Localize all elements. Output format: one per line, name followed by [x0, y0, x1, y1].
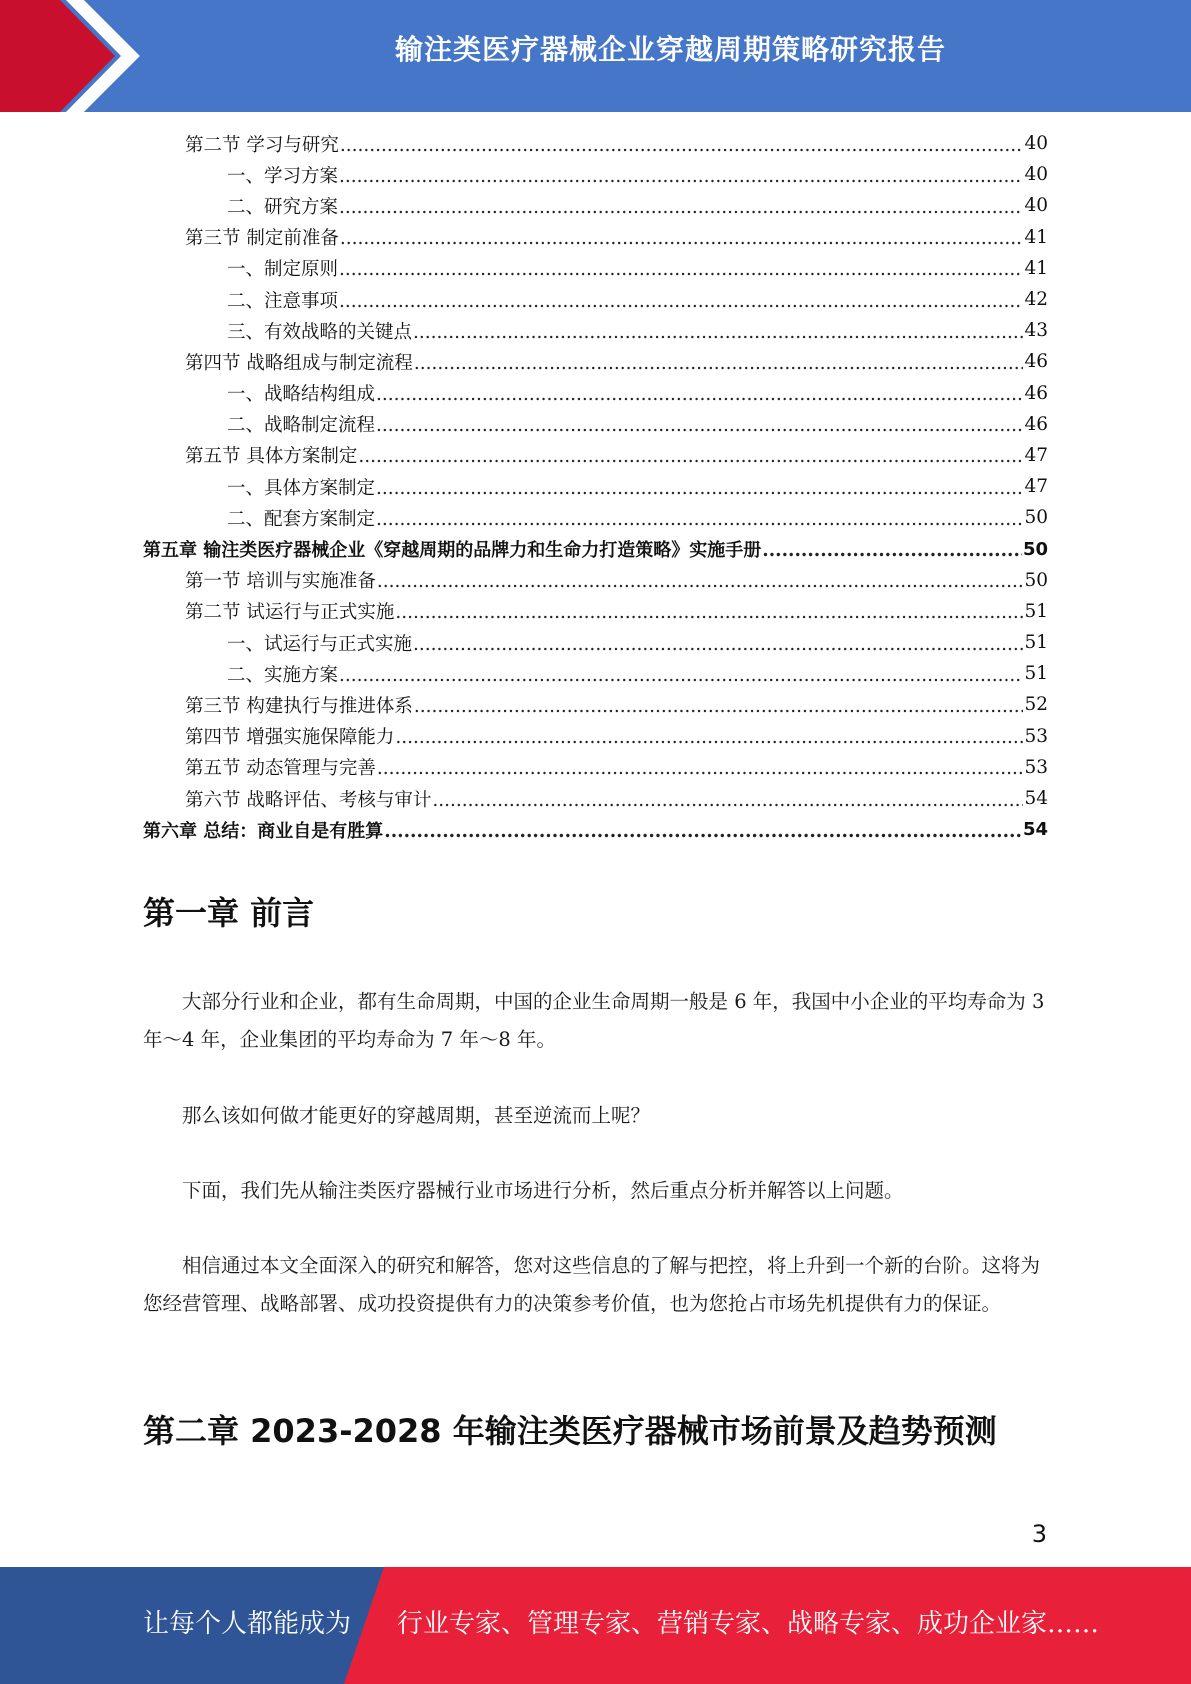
toc-entry[interactable]	[143, 596, 1048, 627]
toc-dot-leader	[414, 696, 1024, 718]
toc-entry-label: 第六章 总结：商业自是有胜算	[143, 820, 384, 842]
toc-entry[interactable]	[143, 409, 1048, 440]
toc-entry-label: 第五节 动态管理与完善	[185, 758, 376, 780]
paragraph: 下面，我们先从输注类医疗器械行业市场进行分析，然后重点分析并解答以上问题。	[182, 1179, 904, 1202]
toc-dot-leader	[413, 634, 1023, 656]
toc-dot-leader	[340, 135, 1024, 157]
toc-entry-page: 53	[1024, 725, 1048, 747]
toc-entry-label: 第三节 构建执行与推进体系	[185, 695, 413, 717]
toc-entry-label: 二、注意事项	[227, 290, 339, 312]
toc-entry-label: 二、战略制定流程	[227, 415, 376, 437]
toc-entry[interactable]	[143, 190, 1048, 221]
toc-entry-label: 第一节 培训与实施准备	[185, 571, 376, 593]
toc-entry-label: 第二节 试运行与正式实施	[185, 602, 395, 624]
toc-entry-label: 一、制定原则	[227, 259, 339, 281]
toc-entry[interactable]	[143, 253, 1048, 284]
toc-entry[interactable]	[143, 627, 1048, 658]
paragraph: 那么该如何做才能更好的穿越周期，甚至逆流而上呢？	[182, 1104, 651, 1127]
toc-entry-page: 43	[1024, 320, 1048, 342]
page-header	[0, 0, 1191, 112]
footer-slogan-left: 让每个人都能成为	[143, 1609, 352, 1639]
toc-entry-label: 第五节 具体方案制定	[185, 446, 358, 468]
toc-entry-label: 第四节 增强实施保障能力	[185, 727, 395, 749]
toc-entry-page: 52	[1024, 694, 1048, 716]
toc-entry[interactable]	[143, 159, 1048, 190]
toc-entry-page: 46	[1024, 382, 1048, 404]
toc-dot-leader	[413, 322, 1023, 344]
toc-dot-leader	[339, 291, 1023, 313]
toc-dot-leader	[339, 197, 1023, 219]
toc-entry[interactable]	[143, 752, 1048, 783]
paragraph: 大部分行业和企业，都有生命周期，中国的企业生命周期一般是 6 年，我国中小企业的平均寿命为 3 年～4 年，企业集团的平均寿命为 7 年～8 年。	[143, 990, 1045, 1051]
toc-entry[interactable]	[143, 440, 1048, 471]
toc-entry[interactable]	[143, 222, 1048, 253]
toc-dot-leader	[414, 353, 1024, 375]
toc-entry-page: 40	[1024, 195, 1048, 217]
toc-entry-page: 50	[1022, 538, 1048, 560]
toc-entry-page: 50	[1024, 569, 1048, 591]
footer-slogan-right: 行业专家、管理专家、营销专家、战略专家、成功企业家……	[397, 1609, 1100, 1639]
toc-dot-leader	[395, 602, 1023, 624]
toc-entry-page: 42	[1024, 289, 1048, 311]
page-number: 3	[1031, 1520, 1047, 1548]
toc-entry-page: 50	[1024, 507, 1048, 529]
toc-entry-page: 47	[1024, 444, 1048, 466]
toc-dot-leader	[339, 665, 1023, 687]
toc-entry-label: 一、学习方案	[227, 165, 339, 187]
page-footer	[0, 1567, 1191, 1684]
toc-dot-leader	[376, 478, 1023, 500]
toc-entry-label: 第五章 输注类医疗器械企业《穿越周期的品牌力和生命力打造策略》实施手册	[143, 540, 762, 562]
toc-entry[interactable]	[143, 502, 1048, 533]
toc-entry-label: 二、研究方案	[227, 196, 339, 218]
toc-entry-label: 一、战略结构组成	[227, 384, 376, 406]
toc-entry-page: 53	[1024, 756, 1048, 778]
toc-entry-page: 47	[1024, 476, 1048, 498]
toc-dot-leader	[384, 821, 1022, 843]
toc-entry-label: 第三节 制定前准备	[185, 228, 339, 250]
toc-entry-label: 一、具体方案制定	[227, 477, 376, 499]
paragraph: 相信通过本文全面深入的研究和解答，您对这些信息的了解与把控，将上升到一个新的台阶。这将为您经营管理、战略部署、成功投资提供有力的决策参考价值，也为您抢占市场先机提供有力的保证。	[143, 1254, 1041, 1315]
toc-dot-leader	[376, 384, 1023, 406]
toc-dot-leader	[340, 228, 1024, 250]
toc-dot-leader	[377, 571, 1024, 593]
toc-entry[interactable]	[143, 346, 1048, 377]
toc-entry-page: 54	[1022, 819, 1048, 841]
toc-entry-label: 二、配套方案制定	[227, 508, 376, 530]
toc-entry[interactable]	[143, 658, 1048, 689]
chapter-2-heading: 第二章 2023-2028 年输注类医疗器械市场前景及趋势预测	[143, 1412, 997, 1450]
report-title: 输注类医疗器械企业穿越周期策略研究报告	[394, 33, 946, 66]
toc-entry[interactable]	[143, 721, 1048, 752]
toc-entry-page: 46	[1024, 351, 1048, 373]
toc-dot-leader	[339, 166, 1023, 188]
toc-entry-page: 51	[1024, 663, 1048, 685]
toc-entry[interactable]	[143, 689, 1048, 720]
toc-entry[interactable]	[143, 128, 1048, 159]
toc-entry[interactable]	[143, 315, 1048, 346]
toc-dot-leader	[339, 259, 1023, 281]
toc-dot-leader	[432, 790, 1023, 812]
toc-entry[interactable]	[143, 284, 1048, 315]
toc-entry[interactable]	[143, 814, 1048, 845]
toc-dot-leader	[395, 727, 1023, 749]
toc-entry-page: 40	[1024, 133, 1048, 155]
toc-entry[interactable]	[143, 565, 1048, 596]
toc-dot-leader	[376, 415, 1023, 437]
table-of-contents	[143, 128, 1048, 845]
toc-entry-page: 46	[1024, 413, 1048, 435]
toc-entry-page: 40	[1024, 164, 1048, 186]
toc-entry-page: 41	[1024, 226, 1048, 248]
toc-dot-leader	[376, 509, 1023, 531]
toc-entry-page: 54	[1024, 788, 1048, 810]
toc-entry-label: 一、试运行与正式实施	[227, 633, 413, 655]
toc-entry-label: 二、实施方案	[227, 664, 339, 686]
toc-entry[interactable]	[143, 471, 1048, 502]
toc-dot-leader	[762, 540, 1022, 562]
toc-dot-leader	[358, 446, 1023, 468]
toc-entry-page: 51	[1024, 632, 1048, 654]
chapter-1-heading: 第一章 前言	[143, 894, 315, 932]
toc-entry-label: 第六节 战略评估、考核与审计	[185, 789, 432, 811]
toc-dot-leader	[377, 758, 1024, 780]
toc-entry-label: 第四节 战略组成与制定流程	[185, 352, 413, 374]
toc-entry[interactable]	[143, 783, 1048, 814]
toc-entry-page: 51	[1024, 600, 1048, 622]
toc-entry[interactable]	[143, 533, 1048, 564]
toc-entry-label: 第二节 学习与研究	[185, 134, 339, 156]
toc-entry[interactable]	[143, 378, 1048, 409]
toc-entry-page: 41	[1024, 257, 1048, 279]
toc-entry-label: 三、有效战略的关键点	[227, 321, 413, 343]
